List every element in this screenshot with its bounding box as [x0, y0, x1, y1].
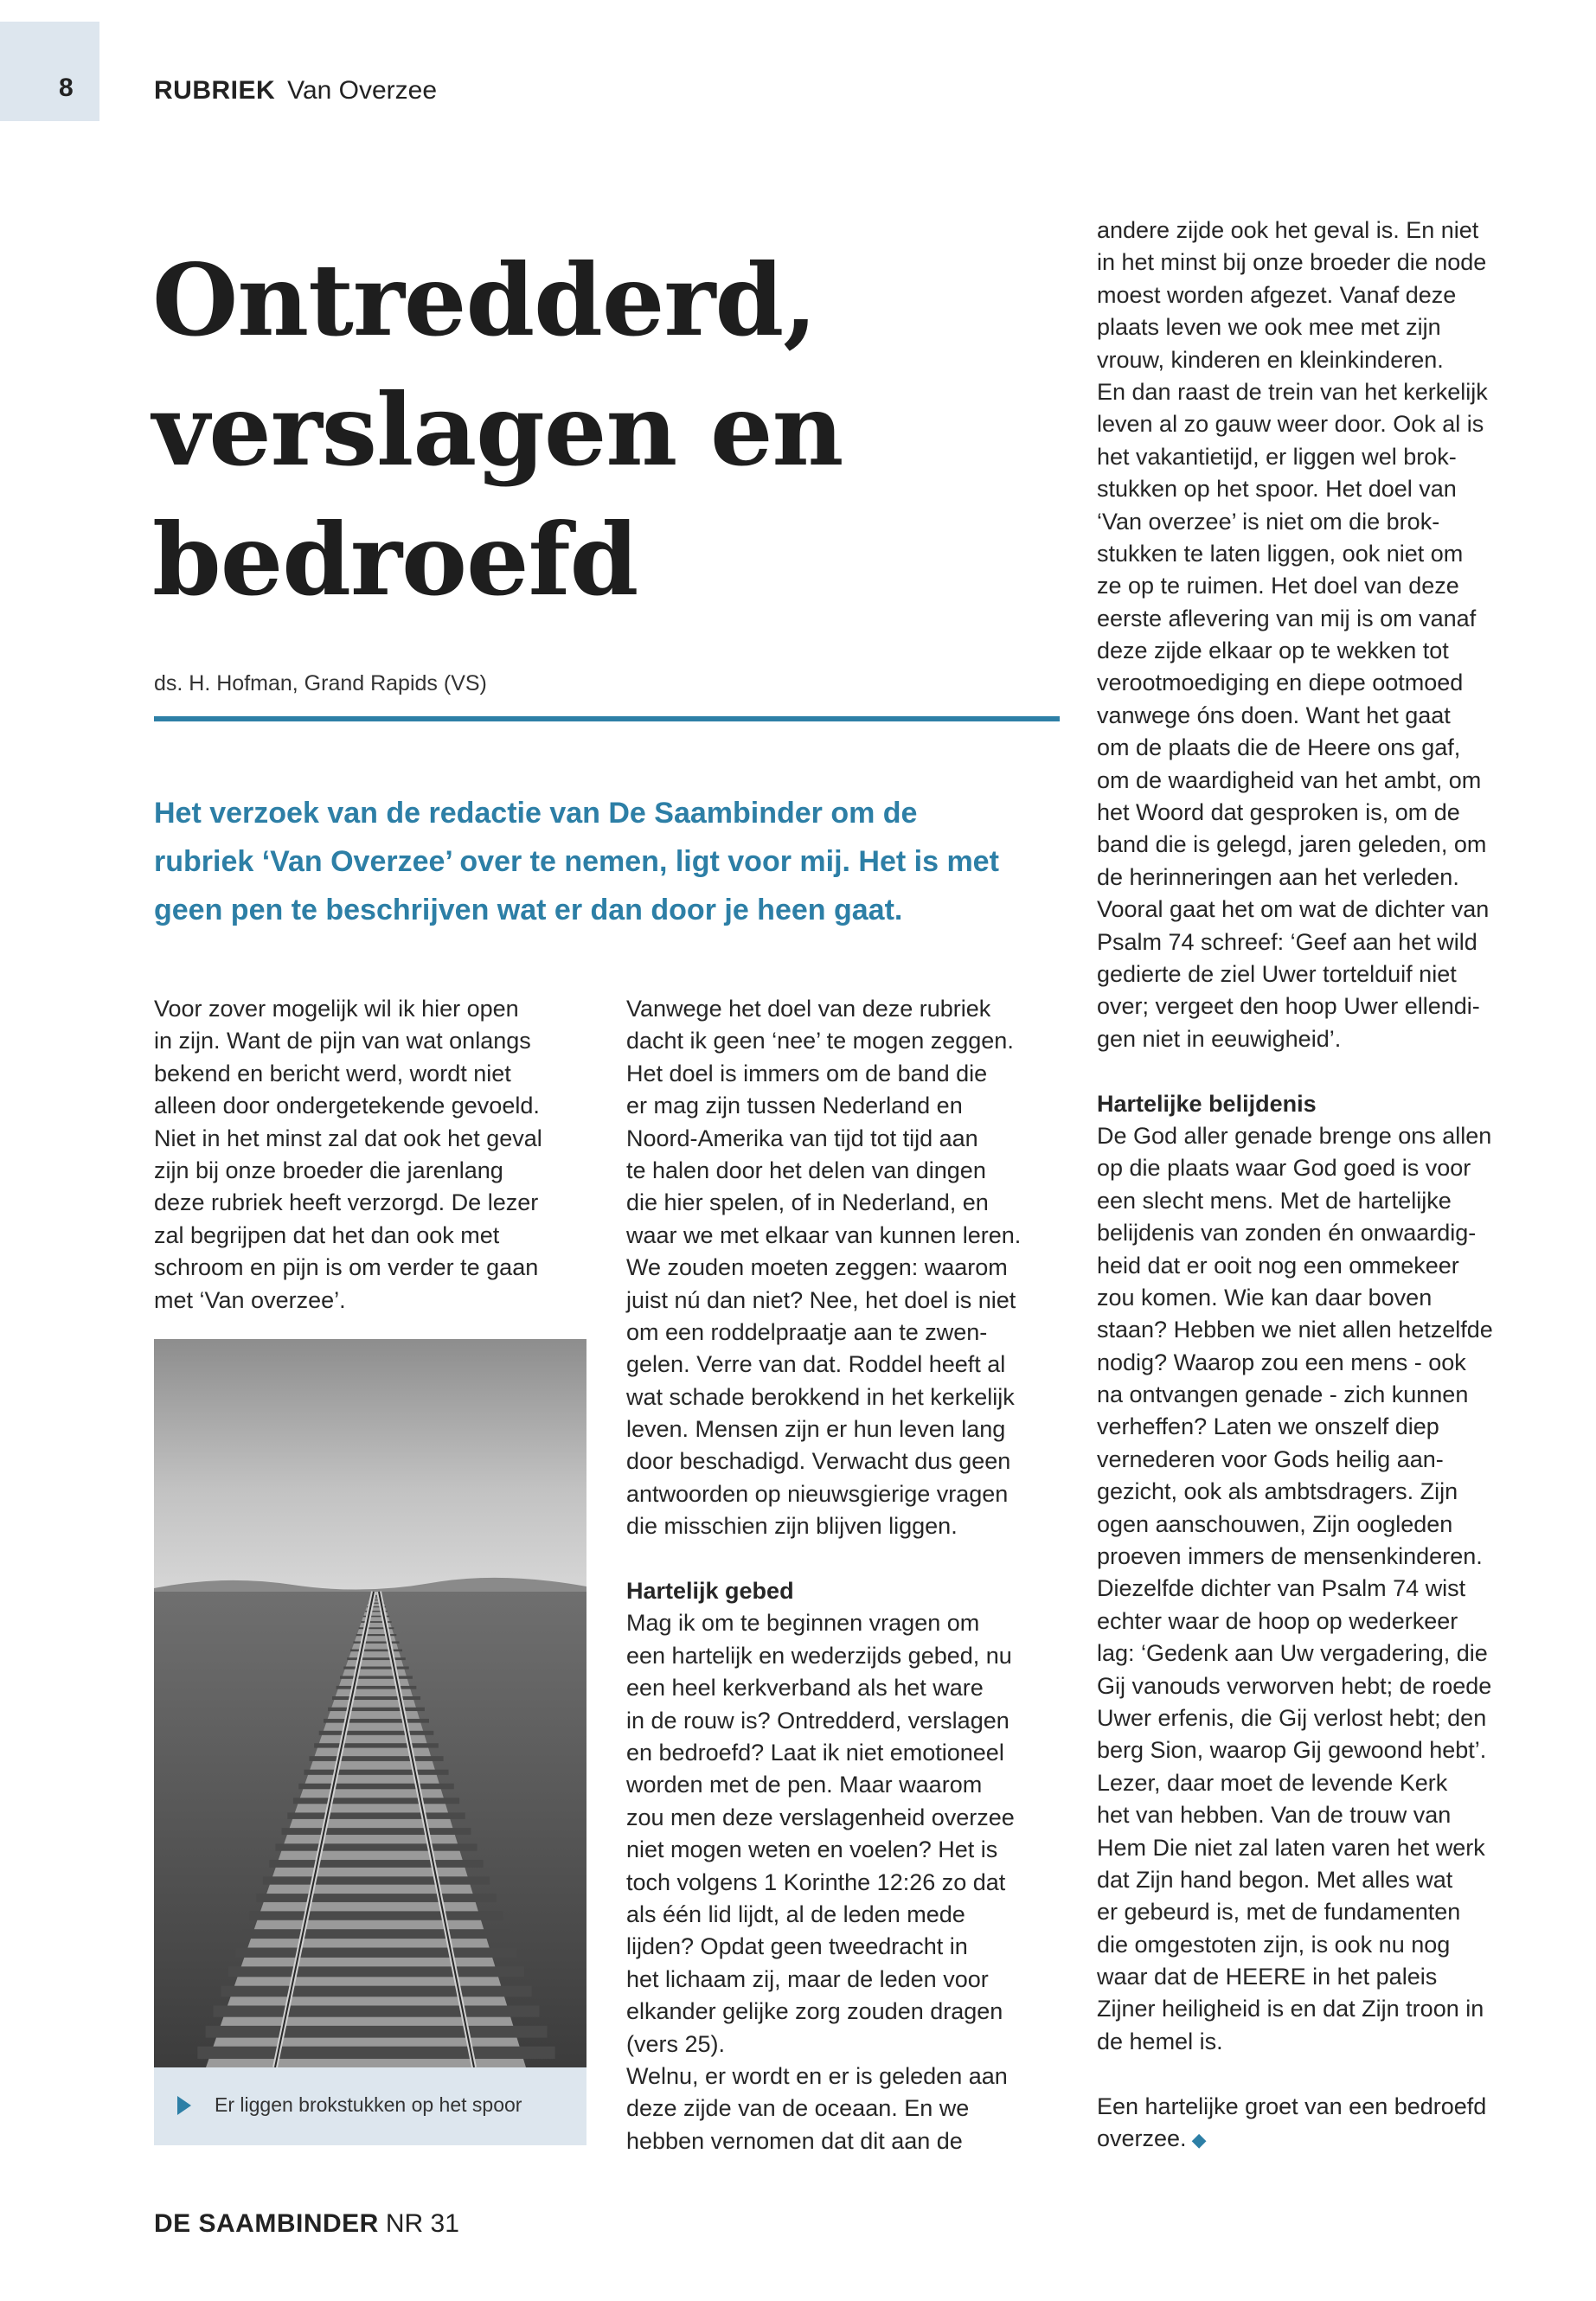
- text-line: dat Zijn hand begon. Met alles wat: [1097, 1866, 1453, 1893]
- track-sleeper: [343, 1667, 408, 1670]
- title-line: verslagen en: [152, 372, 843, 488]
- text-line: en bedroefd? Laat ik niet emotioneel: [626, 1739, 1004, 1766]
- text-line: het Woord dat gesproken is, om de: [1097, 799, 1460, 826]
- track-sleeper: [309, 1756, 443, 1761]
- text-line: een heel kerkverband als het ware: [626, 1675, 984, 1702]
- track-sleeper: [293, 1798, 459, 1804]
- track-sleeper: [319, 1731, 434, 1735]
- footer: [154, 2209, 459, 2239]
- text-line: proeven immers de mensenkinderen.: [1097, 1543, 1483, 1570]
- text-line: moest worden afgezet. Vanaf deze: [1097, 281, 1457, 308]
- text-line: dacht ik geen ‘nee’ te mogen zeggen.: [626, 1028, 1014, 1054]
- track-sleeper: [324, 1719, 429, 1723]
- text-line: Gij vanouds verworven hebt; de roede: [1097, 1672, 1492, 1699]
- track-sleeper: [235, 1948, 516, 1958]
- track-sleeper: [249, 1911, 503, 1920]
- track-sleeper: [281, 1828, 471, 1835]
- text-line: te halen door het delen van dingen: [626, 1157, 986, 1183]
- track-sleeper: [256, 1894, 496, 1902]
- intro-line: rubriek ‘Van Overzee’ over te nemen, ligt voor mij. Het is met: [154, 845, 999, 878]
- text-line: als één lid lijdt, al de leden mede: [626, 1900, 965, 1927]
- triangle-right-icon: [177, 2096, 191, 2115]
- text-line: gen niet in eeuwigheid’.: [1097, 1025, 1342, 1052]
- text-line: zou men deze verslagenheid overzee: [626, 1804, 1015, 1830]
- track-sleeper: [340, 1676, 413, 1678]
- text-line: niet mogen weten en voelen? Het is: [626, 1836, 998, 1863]
- text-line: belijdenis van zonden én onwaardig-: [1097, 1220, 1477, 1247]
- text-line: Hem Die niet zal laten varen het werk: [1097, 1834, 1485, 1861]
- text-line: wat schade berokkend in het kerkelijk: [626, 1383, 1015, 1410]
- text-line: En dan raast de trein van het kerkelijk: [1097, 378, 1488, 405]
- text-line: eerste aflevering van mij is om vanaf: [1097, 605, 1477, 631]
- text-line: We zouden moeten zeggen: waarom: [626, 1254, 1008, 1281]
- title-line: bedroefd: [152, 502, 638, 618]
- text-line: om een roddelpraatje aan te zwen-: [626, 1318, 988, 1345]
- track-sleeper: [269, 1860, 483, 1868]
- rubric-header: [154, 76, 437, 106]
- track-sleeper: [347, 1657, 406, 1660]
- text-line: gedierte de ziel Uwer tortelduif niet: [1097, 960, 1457, 987]
- section-heading: Hartelijk gebed: [626, 1578, 794, 1605]
- text-line: deze zijde elkaar op te wekken tot: [1097, 638, 1449, 664]
- text-line: lag: ‘Gedenk aan Uw vergadering, die: [1097, 1640, 1488, 1667]
- text-line: Voor zover mogelijk wil ik hier open: [154, 996, 519, 1022]
- text-line: heid dat er ooit nog een ommekeer: [1097, 1252, 1459, 1279]
- text-line: deze rubriek heeft verzorgd. De lezer: [154, 1189, 539, 1216]
- issue-number: NR 31: [385, 2209, 459, 2238]
- text-line: schroom en pijn is om verder te gaan: [154, 1254, 539, 1281]
- track-sleeper: [228, 1966, 524, 1977]
- text-column-2: [626, 993, 1067, 2157]
- magazine-name: DE SAAMBINDER: [154, 2209, 379, 2238]
- text-line: in zijn. Want de pijn van wat onlangs: [154, 1028, 531, 1054]
- text-line: alleen door ondergetekende gevoeld.: [154, 1093, 540, 1119]
- text-line: andere zijde ook het geval is. En niet: [1097, 217, 1479, 243]
- text-line: de hemel is.: [1097, 2028, 1223, 2054]
- text-line: zijn bij onze broeder die jarenlang: [154, 1157, 503, 1183]
- text-line: bekend en bericht werd, wordt niet: [154, 1060, 511, 1086]
- track-sleeper: [221, 1986, 531, 1997]
- text-line: Vooral gaat het om wat de dichter van: [1097, 896, 1490, 923]
- text-line: stukken op het spoor. Het doel van: [1097, 476, 1457, 503]
- text-line: band die is gelegd, jaren geleden, om: [1097, 831, 1487, 858]
- rubric-name: Van Overzee: [287, 76, 438, 105]
- text-line: het van hebben. Van de trouw van: [1097, 1802, 1452, 1829]
- text-line: in het minst bij onze broeder die node: [1097, 249, 1487, 276]
- text-line: die misschien zijn blijven liggen.: [626, 1513, 958, 1540]
- section-heading: Hartelijke belijdenis: [1097, 1090, 1317, 1117]
- text-line: het vakantietijd, er liggen wel brok-: [1097, 443, 1457, 470]
- text-line: een slecht mens. Met de hartelijke: [1097, 1187, 1452, 1214]
- article-intro: [154, 789, 1062, 934]
- text-line: gezicht, ook als ambtsdragers. Zijn: [1097, 1478, 1458, 1505]
- title-divider: [154, 716, 1060, 721]
- track-sleeper: [298, 1784, 453, 1790]
- text-line: juist nú dan niet? Nee, het doel is niet: [626, 1286, 1016, 1313]
- text-line: verheffen? Laten we onszelf diep: [1097, 1413, 1439, 1440]
- text-line: vernederen voor Gods heilig aan-: [1097, 1445, 1444, 1472]
- text-line: elkander gelijke zorg zouden dragen: [626, 1998, 1003, 2025]
- text-line: zal begrijpen dat het dan ook met: [154, 1221, 500, 1248]
- page-number: 8: [59, 74, 74, 102]
- page-number-box: [0, 22, 99, 121]
- text-line: er gebeurd is, met de fundamenten: [1097, 1899, 1461, 1926]
- text-line: in de rouw is? Ontredderd, verslagen: [626, 1707, 1010, 1734]
- text-line: vrouw, kinderen en kleinkinderen.: [1097, 346, 1444, 373]
- track-sleeper: [242, 1929, 510, 1939]
- text-line: er mag zijn tussen Nederland en: [626, 1093, 963, 1119]
- text-line: om de plaats die de Heere ons gaf,: [1097, 734, 1461, 761]
- text-line: waar we met elkaar van kunnen leren.: [626, 1221, 1022, 1248]
- text-line: Het doel is immers om de band die: [626, 1060, 988, 1086]
- text-line: Diezelfde dichter van Psalm 74 wist: [1097, 1575, 1466, 1602]
- title-line: Ontredderd,: [152, 242, 817, 358]
- text-line: die omgestoten zijn, is ook nu nog: [1097, 1931, 1451, 1958]
- text-line: Zijner heiligheid is en dat Zijn troon in: [1097, 1996, 1484, 2022]
- photo-caption: Er liggen brokstukken op het spoor: [215, 2093, 522, 2116]
- text-line: plaats leven we ook mee met zijn: [1097, 314, 1441, 341]
- closing-line: [1097, 2123, 1555, 2155]
- text-line: gelen. Verre van dat. Roddel heeft al: [626, 1351, 1006, 1378]
- text-line: toch volgens 1 Korinthe 12:26 zo dat: [626, 1868, 1006, 1895]
- intro-line: geen pen te beschrijven wat er dan door je heen gaat.: [154, 894, 903, 926]
- text-line: Noord-Amerika van tijd tot tijd aan: [626, 1125, 978, 1151]
- text-line: om de waardigheid van het ambt, om: [1097, 766, 1482, 793]
- text-line: een hartelijk en wederzijds gebed, nu: [626, 1642, 1012, 1669]
- track-sleeper: [353, 1641, 399, 1643]
- track-sleeper: [287, 1812, 465, 1818]
- text-line: ze op te ruimen. Het doel van deze: [1097, 573, 1459, 599]
- track-sleeper: [206, 2026, 548, 2038]
- text-line: antwoorden op nieuwsgierige vragen: [626, 1480, 1009, 1507]
- text-line: worden met de pen. Maar waarom: [626, 1772, 983, 1798]
- paragraph-gap: [626, 1543, 1067, 1575]
- text-line: waar dat de HEERE in het paleis: [1097, 1964, 1438, 1990]
- track-sleeper: [275, 1843, 477, 1850]
- text-line: De God aller genade brenge ons allen: [1097, 1122, 1492, 1149]
- text-line: stukken te laten liggen, ook niet om: [1097, 540, 1464, 567]
- track-sleeper: [314, 1743, 439, 1747]
- text-line: over; vergeet den hoop Uwer ellendi-: [1097, 993, 1480, 1020]
- text-line: berg Sion, waarop Gij gewoond hebt’.: [1097, 1737, 1487, 1764]
- text-line: Uwer erfenis, die Gij verlost hebt; den: [1097, 1704, 1487, 1731]
- text-line: leven al zo gauw weer door. Ook al is: [1097, 411, 1484, 438]
- text-line: echter waar de hoop op wederkeer: [1097, 1607, 1458, 1634]
- text-line: op die plaats waar God goed is voor: [1097, 1155, 1471, 1182]
- track-sleeper: [337, 1686, 417, 1689]
- text-line: leven. Mensen zijn er hun leven lang: [626, 1416, 1006, 1443]
- text-line: verootmoediging en diepe ootmoed: [1097, 670, 1464, 696]
- article-author: ds. H. Hofman, Grand Rapids (VS): [154, 671, 487, 695]
- text-line: Psalm 74 schreef: ‘Geef aan het wild: [1097, 928, 1477, 955]
- end-mark-icon: ◆: [1191, 2129, 1207, 2151]
- text-column-1: [154, 993, 586, 1317]
- text-line: door beschadigd. Verwacht dus geen: [626, 1448, 1011, 1475]
- text-line: Welnu, er wordt en er is geleden aan: [626, 2062, 1008, 2089]
- intro-line: Het verzoek van de redactie van De Saambinder om de: [154, 797, 918, 830]
- text-line: Een hartelijke groet van een bedroefd: [1097, 2093, 1487, 2119]
- text-line: deze zijde van de oceaan. En we: [626, 2095, 970, 2122]
- track-sleeper: [304, 1770, 448, 1775]
- text-line: Niet in het minst zal dat ook het geval: [154, 1125, 542, 1151]
- track-sleeper: [332, 1696, 420, 1700]
- text-column-3: [1097, 215, 1555, 2155]
- text-line: staan? Hebben we niet allen hetzelfde: [1097, 1317, 1493, 1343]
- track-sleeper: [328, 1708, 425, 1711]
- text-line: de herinneringen aan het verleden.: [1097, 863, 1459, 890]
- text-line: Lezer, daar moet de levende Kerk: [1097, 1769, 1448, 1796]
- text-line: die hier spelen, of in Nederland, en: [626, 1189, 989, 1216]
- text-line: (vers 25).: [626, 2030, 726, 2057]
- track-sleeper: [197, 2047, 554, 2059]
- text-line: zou komen. Wie kan daar boven: [1097, 1284, 1433, 1311]
- rubric-label: RUBRIEK: [154, 76, 276, 105]
- text-line: ogen aanschouwen, Zijn oogleden: [1097, 1510, 1453, 1537]
- paragraph-gap: [1097, 2058, 1555, 2090]
- text-line: nodig? Waarop zou een mens - ook: [1097, 1349, 1466, 1375]
- text-line: hebben vernomen dat dit aan de: [626, 2127, 963, 2154]
- track-sleeper: [350, 1650, 402, 1652]
- text-line: na ontvangen genade - zich kunnen: [1097, 1381, 1469, 1408]
- text-line: Mag ik om te beginnen vragen om: [626, 1610, 980, 1637]
- railroad-photo: [154, 1339, 586, 2067]
- text-line: ‘Van overzee’ is niet om die brok-: [1097, 508, 1440, 535]
- text-line: lijden? Opdat geen tweedracht in: [626, 1933, 968, 1960]
- closing-text: overzee.: [1097, 2125, 1187, 2152]
- text-line: Vanwege het doel van deze rubriek: [626, 996, 991, 1022]
- paragraph-gap: [1097, 1055, 1555, 1087]
- track-sleeper: [213, 2006, 539, 2017]
- text-line: het lichaam zij, maar de leden voor: [626, 1965, 989, 1992]
- article-title: [152, 235, 1017, 625]
- text-line: vanwege óns doen. Want het gaat: [1097, 702, 1451, 728]
- track-sleeper: [263, 1876, 490, 1884]
- text-line: met ‘Van overzee’.: [154, 1286, 346, 1313]
